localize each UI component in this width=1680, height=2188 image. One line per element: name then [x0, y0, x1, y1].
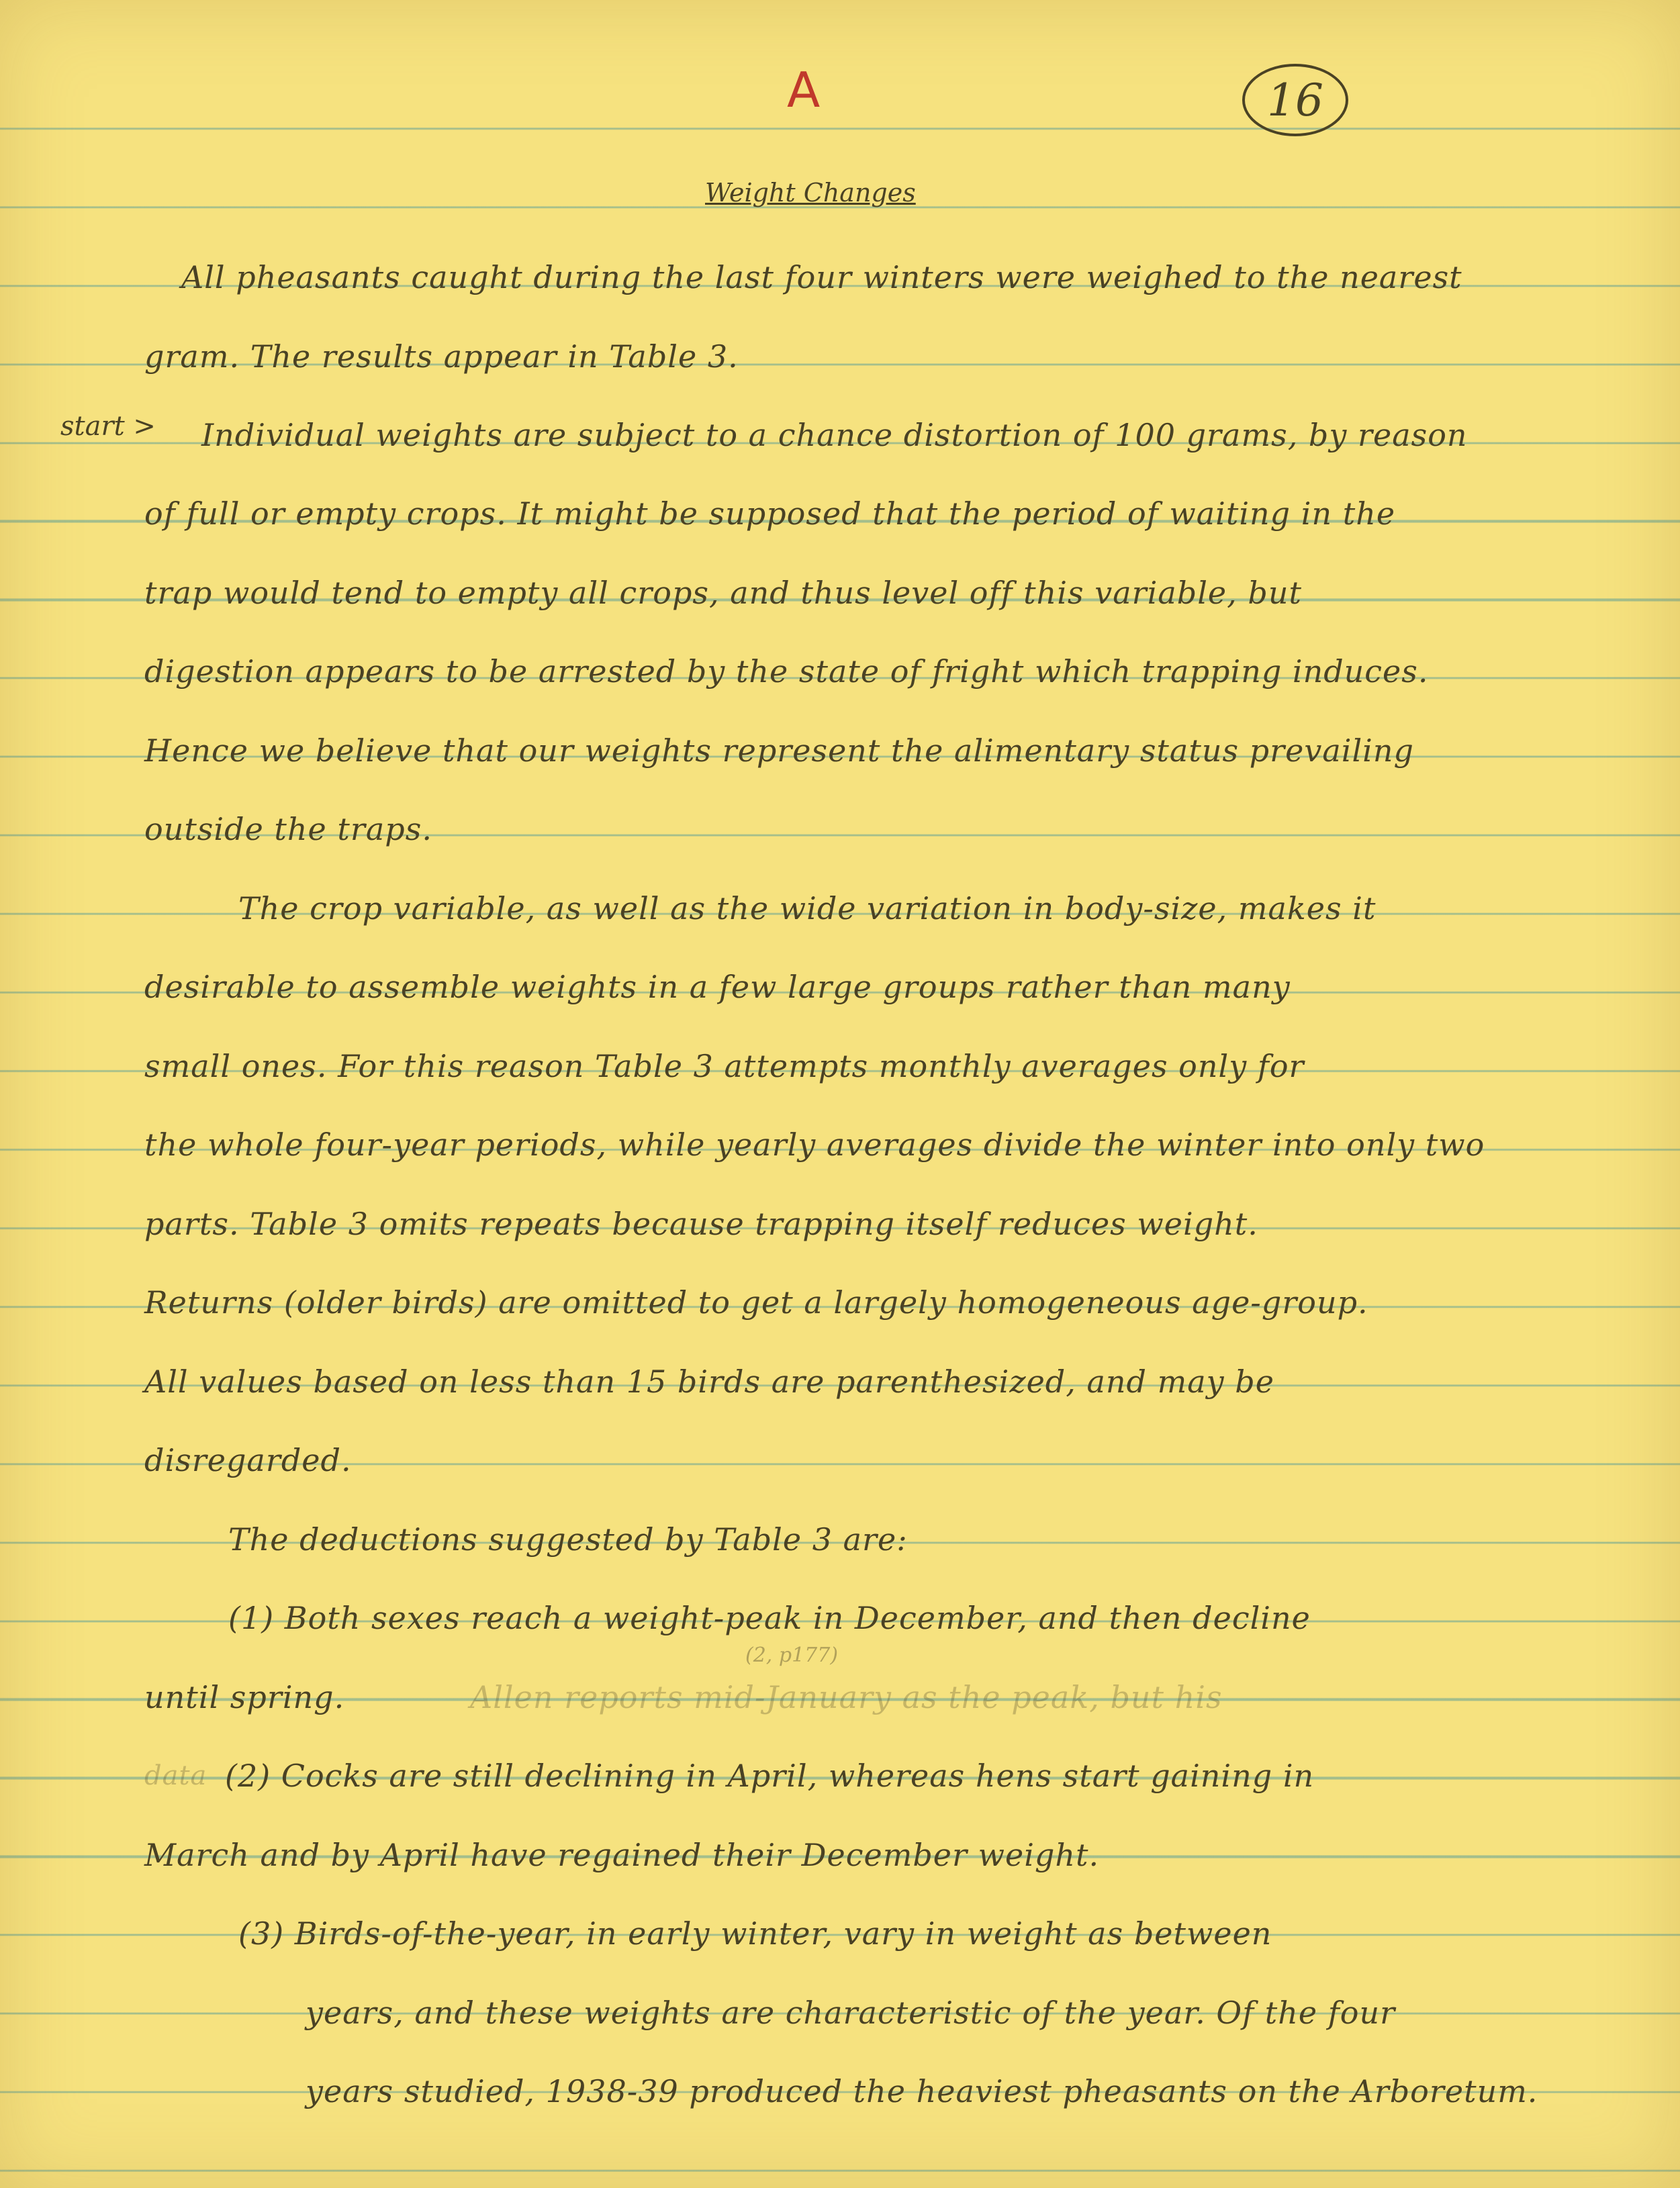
list-item: (3) Birds-of-the-year, in early winter, vary in weight as between: [238, 1915, 1272, 1952]
margin-note: start >: [60, 411, 156, 442]
grade-mark: A: [787, 62, 821, 118]
text-line: The deductions suggested by Table 3 are:: [228, 1521, 908, 1558]
text-line: digestion appears to be arrested by the state of fright which trapping induces.: [144, 653, 1429, 689]
text-line: years, and these weights are characteristic of the year. Of the four: [306, 1995, 1396, 2031]
text-line: The crop variable, as well as the wide variation in body-size, makes it: [238, 890, 1376, 926]
citation-note: (2, p177): [745, 1644, 839, 1667]
text-line: March and by April have regained their December weight.: [144, 1837, 1100, 1873]
text-line: desirable to assemble weights in a few large groups rather than many: [144, 969, 1291, 1005]
text-line: trap would tend to empty all crops, and thus level off this variable, but: [144, 575, 1302, 611]
erased-text: Allen reports mid-January as the peak, but his: [470, 1679, 1223, 1715]
text-line: gram. The results appear in Table 3.: [144, 338, 739, 375]
page-title: Weight Changes: [705, 178, 916, 207]
list-item: (2) Cocks are still declining in April, whereas hens start gaining in: [225, 1758, 1315, 1794]
page-number-text: 16: [1267, 74, 1323, 126]
text-line: until spring.: [144, 1679, 345, 1715]
text-line: small ones. For this reason Table 3 attempts monthly averages only for: [144, 1048, 1305, 1084]
text-line: the whole four-year periods, while yearly averages divide the winter into only two: [144, 1127, 1485, 1163]
list-item: (1) Both sexes reach a weight-peak in December, and then decline: [228, 1600, 1311, 1636]
text-line: years studied, 1938-39 produced the heaviest pheasants on the Arboretum.: [306, 2073, 1538, 2109]
text-line: disregarded.: [144, 1442, 352, 1478]
text-line: All values based on less than 15 birds are parenthesized, and may be: [144, 1364, 1274, 1400]
page-number: [1242, 64, 1348, 136]
text-line: outside the traps.: [144, 811, 432, 847]
text-line: of full or empty crops. It might be supposed that the period of waiting in the: [144, 495, 1396, 532]
text-line: Hence we believe that our weights represent the alimentary status prevailing: [144, 732, 1414, 769]
erased-text: data: [144, 1760, 207, 1791]
text-line: Individual weights are subject to a chance distortion of 100 grams, by reason: [201, 417, 1468, 453]
text-line: Returns (older birds) are omitted to get a largely homogeneous age-group.: [144, 1284, 1368, 1321]
text-line: All pheasants caught during the last four winters were weighed to the nearest: [181, 259, 1462, 295]
text-line: parts. Table 3 omits repeats because trapping itself reduces weight.: [144, 1206, 1258, 1242]
